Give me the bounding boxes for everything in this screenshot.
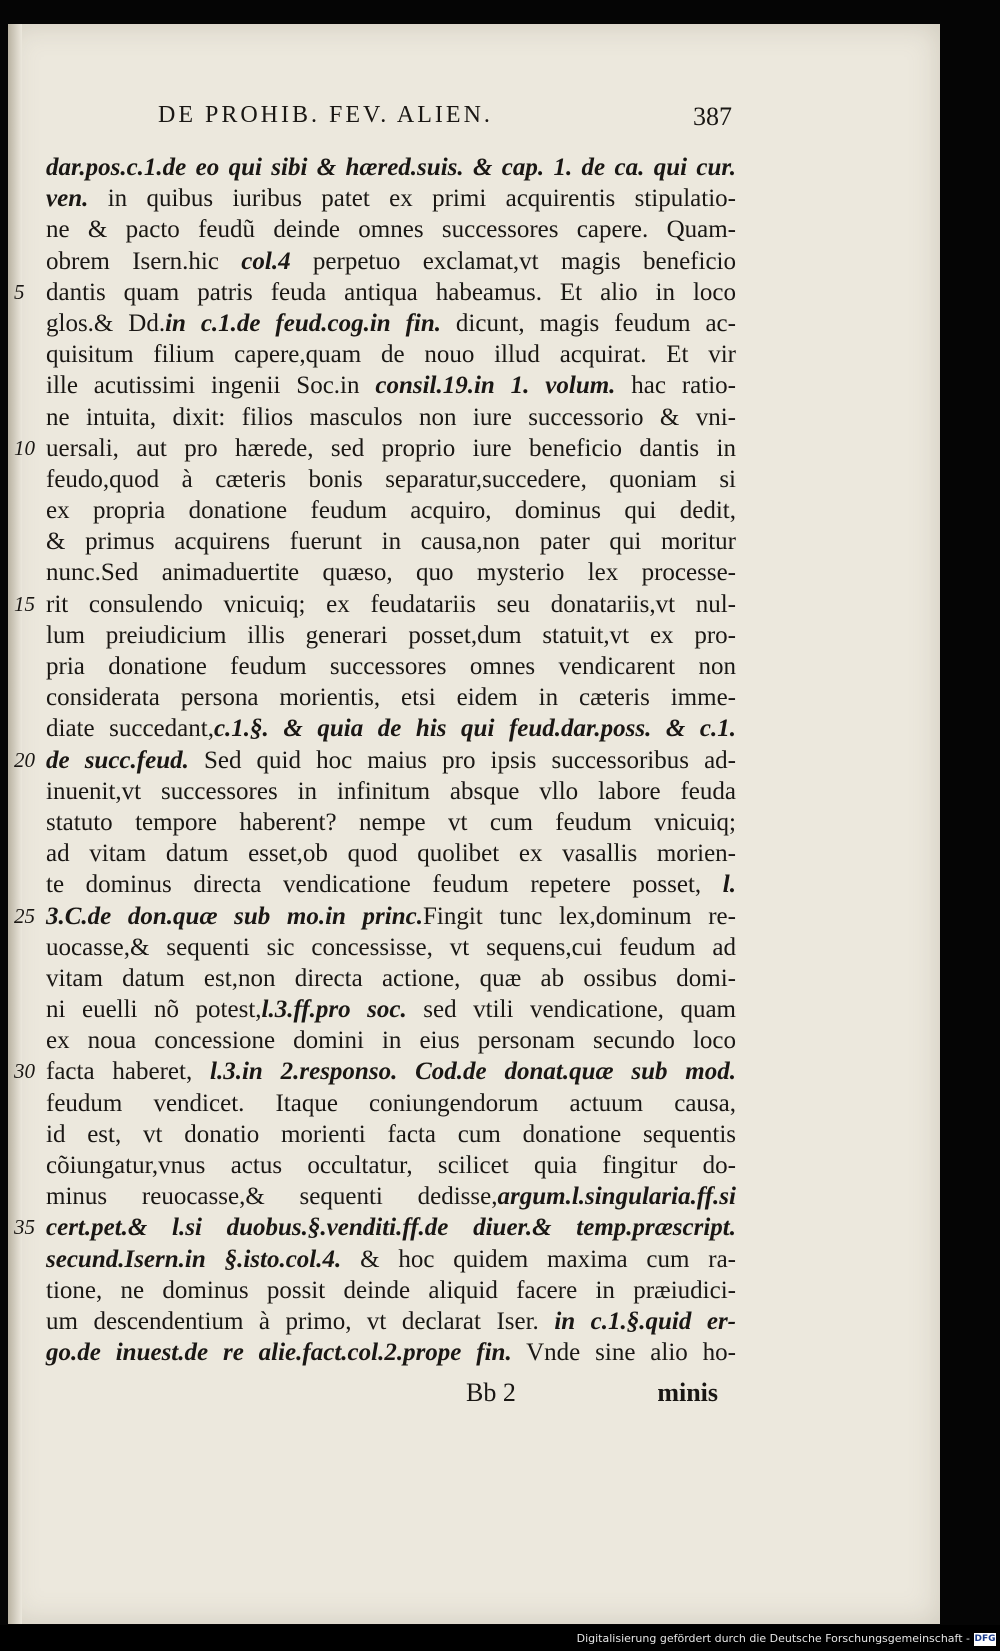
body-text-segment: inuenit,vt successores in infinitum absque vllo labore feuda xyxy=(46,777,736,805)
body-text-segment: pria donatione feudum successores omnes vendicarent non xyxy=(46,653,736,680)
citation-text: c.1.§. & quia de his qui feud.dar.poss. & c.1. xyxy=(213,715,736,743)
body-text-segment: ex propria donatione feudum acquiro, dominus qui dedit, xyxy=(46,497,736,525)
marginal-line-number: 20 xyxy=(14,747,35,772)
text-line xyxy=(46,838,736,869)
marginal-line-number: 10 xyxy=(14,435,35,460)
body-text-segment: cõiungatur,vnus actus occultatur, scilicet quia fingitur do- xyxy=(46,1152,736,1179)
digitization-footer xyxy=(0,1625,1000,1651)
citation-text: l.3.ff.pro soc. xyxy=(261,996,407,1024)
page-gutter-shadow xyxy=(8,24,22,1624)
body-text-segment: Sed quid hoc maius pro ipsis successoribus ad- xyxy=(188,746,736,774)
body-text xyxy=(14,152,737,1368)
body-text-segment: hac ratio- xyxy=(615,372,736,400)
body-text-segment: perpetuo exclamat,vt magis beneficio xyxy=(290,247,736,275)
text-line xyxy=(46,682,736,713)
text-line xyxy=(46,932,736,963)
text-line xyxy=(46,339,736,370)
signature-mark: Bb 2 xyxy=(466,1378,516,1407)
citation-text: in c.1.de feud.cog.in fin. xyxy=(165,309,442,337)
body-text-segment: lum preiudicium illis generari posset,dum statuit,vt ex pro- xyxy=(46,621,736,649)
citation-text: cert.pet.& l.si duobus.§.venditi.ff.de diuer.& temp.præscript. xyxy=(46,1214,736,1242)
body-text-segment: Fingit tunc lex,dominum re- xyxy=(422,902,736,930)
text-line xyxy=(46,464,736,495)
citation-text: secund.Isern.in §.isto.col.4. xyxy=(46,1245,342,1273)
text-line xyxy=(46,1275,736,1306)
body-text-segment: ille acutissimi ingenii Soc.in xyxy=(46,372,376,400)
body-text-segment: tione, ne dominus possit deinde aliquid facere in præiudici- xyxy=(46,1276,736,1304)
body-text-segment: obrem Isern.hic xyxy=(46,247,242,275)
book-page xyxy=(8,24,940,1624)
running-head: DE PROHIB. FEV. ALIEN. xyxy=(158,102,493,128)
citation-text: dar.pos.c.1.de eo qui sibi & hæred.suis. & cap. 1. de ca. qui cur. xyxy=(46,154,736,181)
body-text-segment: feudum vendicet. Itaque coniungendorum actuum causa, xyxy=(46,1089,736,1117)
marginal-line-number: 35 xyxy=(14,1215,35,1240)
text-line xyxy=(14,433,736,464)
text-line xyxy=(46,620,736,651)
text-line xyxy=(46,402,736,433)
text-line xyxy=(14,589,736,620)
body-text-segment: quisitum filium capere,quam de nouo illud acquirat. Et vir xyxy=(46,341,736,369)
footer-credit: Digitalisierung gefördert durch die Deutsche Forschungsgemeinschaft - xyxy=(576,1632,970,1645)
body-text-segment: & primus acquirens fuerunt in causa,non pater qui moritur xyxy=(46,528,736,556)
body-text-segment: id est, vt donatio morienti facta cum donatione sequentis xyxy=(46,1120,736,1148)
text-line xyxy=(46,713,736,744)
text-line xyxy=(46,1025,736,1056)
text-line xyxy=(46,246,736,277)
text-line xyxy=(46,152,736,183)
citation-text: argum.l.singularia.ff.si xyxy=(497,1183,736,1211)
text-line xyxy=(46,214,736,245)
catchword: minis xyxy=(657,1378,718,1407)
citation-text: 3.C.de don.quæ sub mo.in princ. xyxy=(46,902,423,930)
marginal-line-number: 25 xyxy=(14,903,35,928)
body-text-segment: diate succedant, xyxy=(46,715,214,743)
body-text-segment: sed vtili vendicatione, quam xyxy=(406,996,736,1024)
body-text-segment: facta haberet, xyxy=(46,1058,211,1086)
text-line xyxy=(46,994,736,1025)
text-line xyxy=(14,901,736,932)
text-line xyxy=(46,963,736,994)
text-line xyxy=(46,1150,736,1181)
body-text-segment: ni euelli nõ potest, xyxy=(46,996,262,1024)
citation-text: l.3.in 2.responso. Cod.de donat.quæ sub mod. xyxy=(210,1058,737,1086)
marginal-line-number: 15 xyxy=(14,591,35,616)
dfg-logo-icon: DFG xyxy=(974,1634,996,1644)
text-line xyxy=(46,776,736,807)
text-line xyxy=(46,370,736,401)
body-text-segment: dantis quam patris feuda antiqua habeamus. Et alio in loco xyxy=(46,278,736,306)
body-text-segment: ad vitam datum esset,ob quod quolibet ex vasallis morien- xyxy=(46,840,736,868)
body-text-segment: glos.& Dd. xyxy=(46,309,166,337)
body-text-segment: vitam datum est,non directa actione, quæ ab ossibus domi- xyxy=(46,964,736,992)
text-line xyxy=(46,1088,736,1119)
text-line xyxy=(14,1212,736,1243)
body-text-segment: Vnde sine alio ho- xyxy=(511,1339,736,1367)
body-text-segment: statuto tempore haberent? nempe vt cum feudum vnicuiq; xyxy=(46,808,736,836)
citation-text: consil.19.in 1. volum. xyxy=(375,372,616,400)
citation-text: go.de inuest.de re alie.fact.col.2.prope fin. xyxy=(46,1339,512,1367)
text-line xyxy=(46,557,736,588)
text-line xyxy=(46,869,736,900)
body-text-segment: minus reuocasse,& sequenti dedisse, xyxy=(46,1183,498,1211)
text-line xyxy=(46,526,736,557)
citation-text: in c.1.§.quid er- xyxy=(554,1307,736,1335)
text-line xyxy=(46,1244,736,1275)
text-line xyxy=(46,807,736,838)
body-text-segment: uersali, aut pro hærede, sed proprio iure beneficio dantis in xyxy=(46,434,736,462)
body-text-segment: ne & pacto feudũ deinde omnes successores capere. Quam- xyxy=(46,216,736,244)
text-line xyxy=(46,495,736,526)
citation-text: ven. xyxy=(46,185,89,213)
body-text-segment: considerata persona morientis, etsi eidem in cæteris imme- xyxy=(46,684,736,712)
marginal-line-number: 30 xyxy=(14,1059,35,1084)
text-line xyxy=(14,745,736,776)
body-text-segment: uocasse,& sequenti sic concessisse, vt sequens,cui feudum ad xyxy=(46,933,736,961)
text-line xyxy=(14,1056,737,1087)
text-line xyxy=(46,1119,736,1150)
body-text-segment: nunc.Sed animaduertite quæso, quo mysterio lex processe- xyxy=(46,559,736,587)
body-text-segment: ex noua concessione domini in eius personam secundo loco xyxy=(46,1027,736,1055)
text-line xyxy=(46,308,736,339)
body-text-segment: rit consulendo vnicuiq; ex feudatariis seu donatariis,vt nul- xyxy=(46,590,736,618)
body-text-segment: te dominus directa vendicatione feudum repetere posset, xyxy=(46,871,723,899)
body-text-segment: feudo,quod à cæteris bonis separatur,succedere, quoniam si xyxy=(46,465,736,493)
marginal-line-number: 5 xyxy=(14,279,25,304)
text-line xyxy=(46,183,736,214)
citation-text: col.4 xyxy=(241,247,291,275)
text-line xyxy=(14,277,736,308)
body-text-segment: dicunt, magis feudum ac- xyxy=(441,309,736,337)
citation-text: l. xyxy=(722,871,736,899)
text-line xyxy=(46,1306,736,1337)
text-line xyxy=(46,651,736,682)
text-line xyxy=(46,1337,736,1368)
body-text-segment: in quibus iuribus patet ex primi acquirentis stipulatio- xyxy=(88,185,736,213)
citation-text: de succ.feud. xyxy=(46,746,189,774)
body-text-segment: um descendentium à primo, vt declarat Iser. xyxy=(46,1307,555,1335)
text-line xyxy=(46,1181,736,1212)
page-number: 387 xyxy=(693,102,732,131)
body-text-segment: & hoc quidem maxima cum ra- xyxy=(341,1245,736,1273)
body-text-segment: ne intuita, dixit: filios masculos non iure successorio & vni- xyxy=(46,403,736,431)
